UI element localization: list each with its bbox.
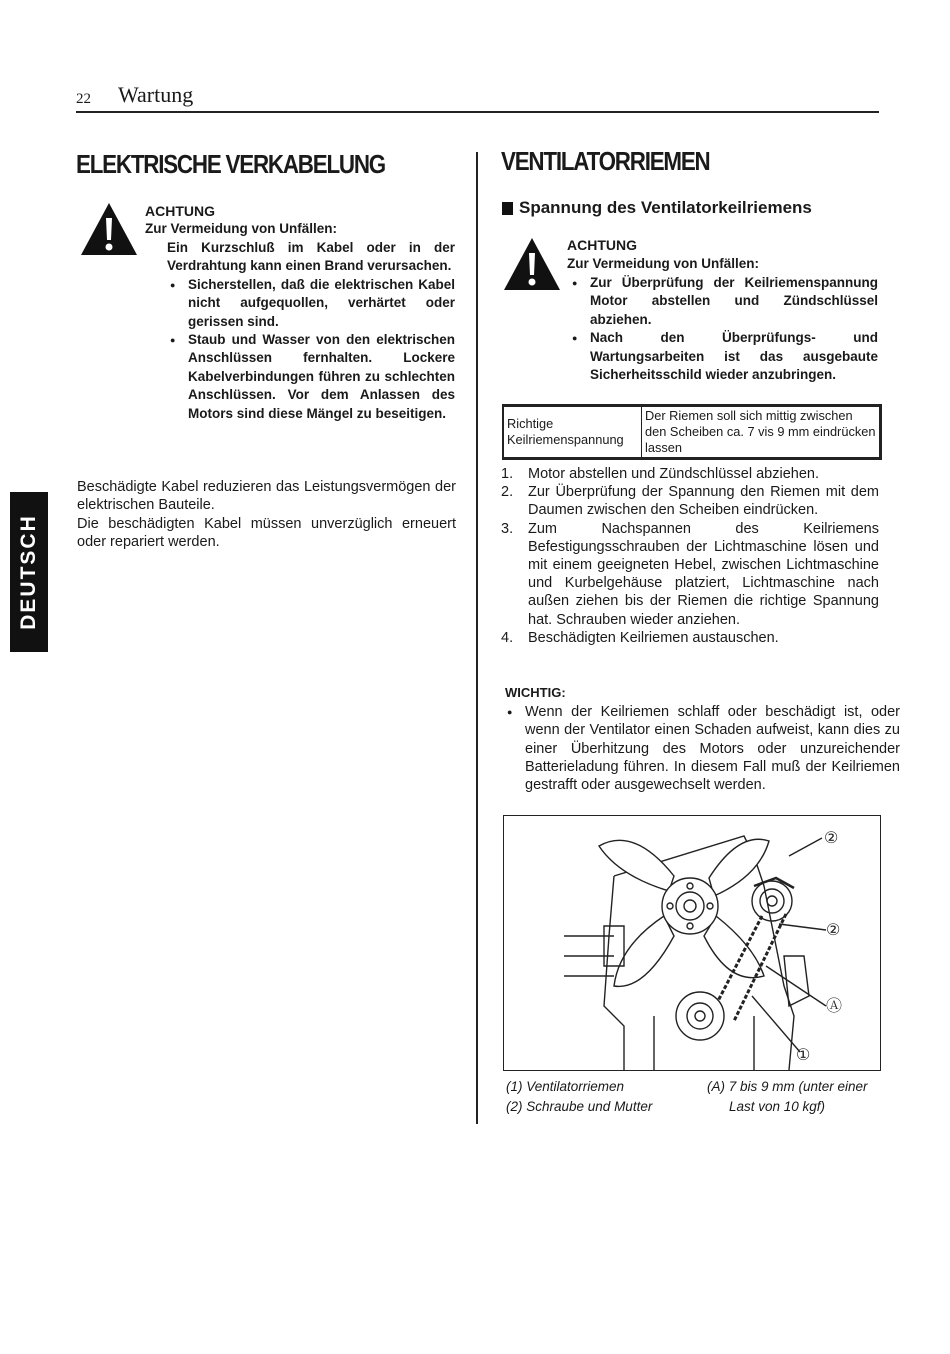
warning-bullet: ● Zur Überprüfung der Keilriemenspannung Motor abstellen und Zündschlüssel abziehen.	[569, 274, 878, 329]
page-header-title: Wartung	[118, 82, 194, 107]
page-number: 22	[76, 91, 91, 107]
section-title-fan-belt: VENTILATORRIEMEN	[501, 146, 710, 176]
warning-heading: ACHTUNG	[567, 237, 637, 253]
callout-2: ②	[824, 828, 839, 847]
warning-intro: Ein Kurzschluß im Kabel oder in der Verdrahtung kann einen Brand verursachen.	[167, 240, 455, 274]
header-rule	[76, 111, 879, 113]
step-text: Beschädigten Keilriemen austauschen.	[528, 629, 779, 646]
spec-table	[503, 406, 880, 458]
step-text: Zur Überprüfung der Spannung den Riemen mit dem Daumen zwischen den Scheiben eindrücken.	[528, 484, 879, 519]
subsection-title-text: Spannung des Ventilatorkeilriemens	[519, 198, 812, 217]
warning-heading: ACHTUNG	[145, 203, 215, 219]
procedure-steps	[501, 465, 879, 647]
caption-deflection: (A) 7 bis 9 mm (unter einer	[707, 1079, 868, 1094]
warning-subheading: Zur Vermeidung von Unfällen:	[145, 221, 338, 236]
step-text: Zum Nachspannen des Keilriemens Befestigungsschrauben der Lichtmaschine lösen und mit einem geeigneten Hebel, zwischen Lichtmaschine und Kurbelgehäuse platziert, Lichtmaschine nach außen ziehen bis der Riemen die richtige Spannung hat. Schrauben wieder anziehen.	[528, 520, 879, 628]
warning-subheading: Zur Vermeidung von Unfällen:	[567, 256, 760, 271]
step-number: 4.	[501, 629, 514, 646]
subsection-title	[502, 198, 812, 218]
table-row	[504, 407, 880, 458]
warning-bullet: ● Staub und Wasser von den elektrischen Anschlüssen fernhalten. Lockere Kabelverbindungen führen zu schlechten Anschlüssen. Vor dem Anlassen des Motors sind diese Mängel zu beseitigen.	[167, 331, 455, 423]
warning-bullet: ● Sicherstellen, daß die elektrischen Kabel nicht aufgequollen, verhärtet oder gerissen sind.	[167, 276, 455, 331]
language-tab	[10, 492, 48, 652]
step-number: 1.	[501, 466, 514, 482]
column-divider	[476, 152, 478, 1124]
spec-table-frame	[502, 404, 882, 460]
warning-body	[569, 274, 878, 384]
important-heading: WICHTIG:	[505, 685, 566, 700]
warning-bullet: ● Nach den Überprüfungs- und Wartungsarbeiten ist das ausgebaute Sicherheitsschild wieder anzubringen.	[569, 329, 878, 384]
important-text: ● Wenn der Keilriemen schlaff oder beschädigt ist, oder wenn der Ventilator einen Schaden aufweist, kann dies zu einer Überhitzung des Motors oder unzureichender Batterieladung führen. In diesem Fall muß der Keilriemen gestrafft oder ausgewechselt werden.	[504, 703, 900, 794]
callout-2: ②	[826, 920, 841, 939]
list-item	[501, 483, 879, 519]
square-bullet-icon	[502, 202, 513, 215]
callout-A: Ⓐ	[826, 996, 843, 1015]
engine-illustration	[504, 816, 880, 1070]
section-title-wiring: ELEKTRISCHE VERKABELUNG	[76, 149, 385, 179]
callout-1: ①	[796, 1045, 811, 1064]
caption-fan-belt: (1) Ventilatorriemen	[506, 1079, 625, 1094]
list-item	[501, 465, 879, 483]
spec-label: Richtige Keilriemenspannung	[504, 407, 642, 458]
step-number: 3.	[501, 520, 514, 537]
paragraph: Beschädigte Kabel reduzieren das Leistungsvermögen der elektrischen Bauteile.	[77, 479, 456, 514]
step-number: 2.	[501, 484, 514, 501]
list-item	[501, 520, 879, 629]
caption-bolt-nut: (2) Schraube und Mutter	[506, 1099, 653, 1114]
warning-triangle-icon	[79, 201, 139, 257]
paragraph: Die beschädigten Kabel müssen unverzüglich erneuert oder repariert werden.	[77, 515, 456, 550]
list-item	[501, 629, 879, 647]
wiring-paragraphs	[77, 478, 456, 551]
step-text: Motor abstellen und Zündschlüssel abziehen.	[528, 466, 819, 482]
language-tab-label: DEUTSCH	[17, 514, 41, 630]
warning-triangle-icon	[502, 236, 562, 292]
spec-value: Der Riemen soll sich mittig zwischen den Scheiben ca. 7 vis 9 mm eindrücken lassen	[642, 407, 880, 458]
warning-body	[167, 239, 455, 423]
caption-deflection-load: Last von 10 kgf)	[729, 1099, 826, 1114]
engine-figure	[503, 815, 881, 1071]
